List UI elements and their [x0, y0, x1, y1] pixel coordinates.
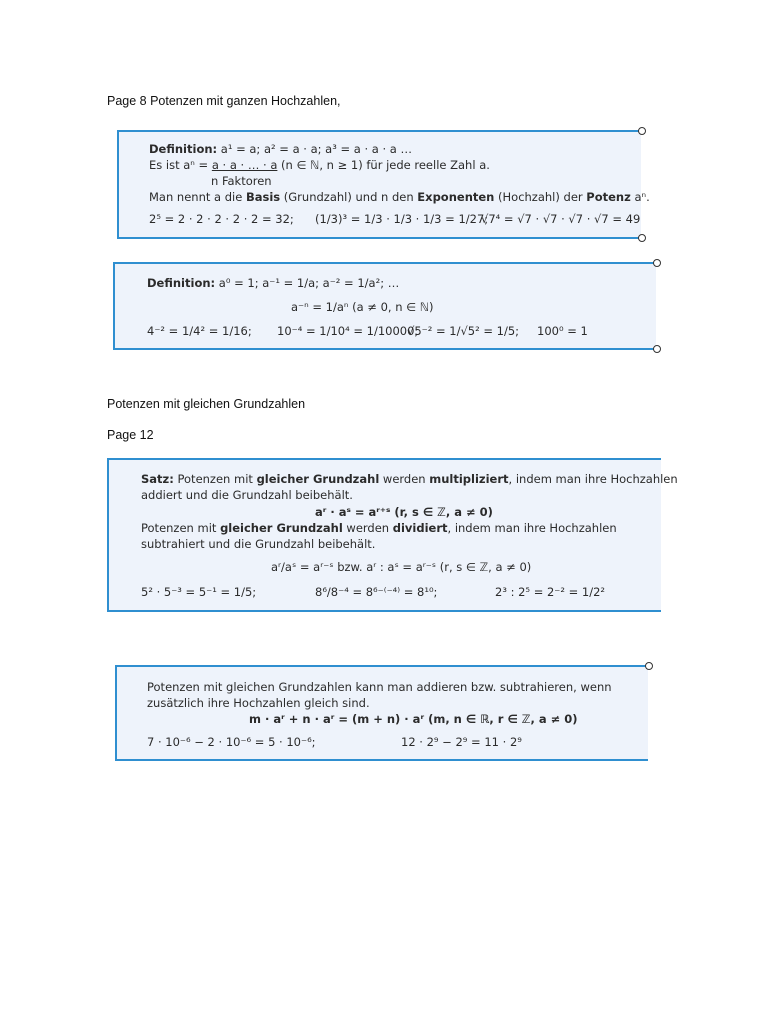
- basis-term: Basis: [245, 190, 281, 204]
- definition-formula: a¹ = a; a² = a · a; a³ = a · a · a …: [220, 142, 412, 156]
- corner-dot: [653, 259, 661, 267]
- heading-gleiche-grundzahlen: Potenzen mit gleichen Grundzahlen: [107, 397, 306, 411]
- line3-d: aⁿ.: [630, 190, 650, 204]
- box3-formula-multiply: aʳ · aˢ = aʳ⁺ˢ (r, s ∈ ℤ, a ≠ 0): [315, 505, 493, 519]
- box4-line1: Potenzen mit gleichen Grundzahlen kann man addieren bzw. subtrahieren, wenn: [147, 680, 612, 694]
- corner-dot: [645, 662, 653, 670]
- box2-example-1: 4⁻² = 1/4² = 1/16;: [147, 324, 252, 338]
- box3-example-3: 2³ : 2⁵ = 2⁻² = 1/2²: [495, 585, 606, 599]
- satz-label: Satz:: [141, 472, 174, 486]
- box2-example-3: √5⁻² = 1/√5² = 1/5;: [407, 324, 520, 338]
- l4-a: Potenzen mit: [141, 521, 221, 535]
- definition-label: Definition:: [147, 276, 216, 290]
- heading-page8: Page 8 Potenzen mit ganzen Hochzahlen,: [107, 94, 341, 108]
- addition-box: [115, 665, 648, 761]
- box2-example-2: 10⁻⁴ = 1/10⁴ = 1/10000;: [277, 324, 419, 338]
- definition-box-1: [117, 130, 650, 239]
- l1-e: , indem man ihre Hochzahlen: [508, 472, 678, 486]
- l1-a: Potenzen mit: [173, 472, 257, 486]
- satz-box: [107, 458, 678, 612]
- line2-suffix: (n ∈ ℕ, n ≥ 1) für jede reelle Zahl a.: [277, 158, 490, 172]
- box2-example-4: 100⁰ = 1: [537, 324, 588, 338]
- line2-product: a · a · … · a: [211, 158, 278, 172]
- box1-example-2: (1/3)³ = 1/3 · 1/3 · 1/3 = 1/27;: [315, 212, 489, 226]
- box1-example-3: √7⁴ = √7 · √7 · √7 · √7 = 49: [481, 212, 641, 226]
- box1-line3: [149, 190, 650, 204]
- l1-c: werden: [379, 472, 430, 486]
- definition-label: Definition:: [149, 142, 218, 156]
- heading-page12: Page 12: [107, 428, 154, 442]
- box1-line2: [149, 158, 490, 172]
- corner-dot: [638, 127, 646, 135]
- definition-formula: a⁰ = 1; a⁻¹ = 1/a; a⁻² = 1/a²; …: [218, 276, 400, 290]
- box3-line1: [141, 472, 678, 486]
- box2-line2: a⁻ⁿ = 1/aⁿ (a ≠ 0, n ∈ ℕ): [291, 300, 434, 314]
- box4-line2: zusätzlich ihre Hochzahlen gleich sind.: [147, 696, 370, 710]
- line3-c: (Hochzahl) der: [494, 190, 587, 204]
- box4-example-2: 12 · 2⁹ − 2⁹ = 11 · 2⁹: [401, 735, 522, 749]
- box1-example-1: 2⁵ = 2 · 2 · 2 · 2 · 2 = 32;: [149, 212, 294, 226]
- l1-d: multipliziert: [429, 472, 509, 486]
- box2-definition-line: [147, 276, 399, 290]
- corner-dot: [638, 234, 646, 242]
- line2-prefix: Es ist aⁿ =: [149, 158, 212, 172]
- potenz-term: Potenz: [586, 190, 631, 204]
- corner-dot: [653, 345, 661, 353]
- box3-example-2: 8⁶/8⁻⁴ = 8⁶⁻⁽⁻⁴⁾ = 8¹⁰;: [315, 585, 438, 599]
- box3-line5: subtrahiert und die Grundzahl beibehält.: [141, 537, 376, 551]
- line3-a: Man nennt a die: [149, 190, 246, 204]
- box3-example-1: 5² · 5⁻³ = 5⁻¹ = 1/5;: [141, 585, 257, 599]
- n-faktoren-label: n Faktoren: [211, 174, 272, 188]
- l4-d: dividiert: [392, 521, 448, 535]
- line3-b: (Grundzahl) und n den: [280, 190, 418, 204]
- l4-b: gleicher Grundzahl: [220, 521, 343, 535]
- l4-c: werden: [342, 521, 393, 535]
- box4-formula: m · aʳ + n · aʳ = (m + n) · aʳ (m, n ∈ ℝ, r ∈ ℤ, a ≠ 0): [249, 712, 578, 726]
- l1-b: gleicher Grundzahl: [256, 472, 380, 486]
- l4-e: , indem man ihre Hochzahlen: [447, 521, 617, 535]
- box1-definition-line: [149, 142, 412, 156]
- box4-example-1: 7 · 10⁻⁶ − 2 · 10⁻⁶ = 5 · 10⁻⁶;: [147, 735, 316, 749]
- exponent-term: Exponenten: [417, 190, 495, 204]
- box3-line2: addiert und die Grundzahl beibehält.: [141, 488, 353, 502]
- definition-box-2: [113, 262, 656, 350]
- box3-formula-divide: aʳ/aˢ = aʳ⁻ˢ bzw. aʳ : aˢ = aʳ⁻ˢ (r, s ∈ ℤ, a ≠ 0): [271, 560, 532, 574]
- box3-line4: [141, 521, 617, 535]
